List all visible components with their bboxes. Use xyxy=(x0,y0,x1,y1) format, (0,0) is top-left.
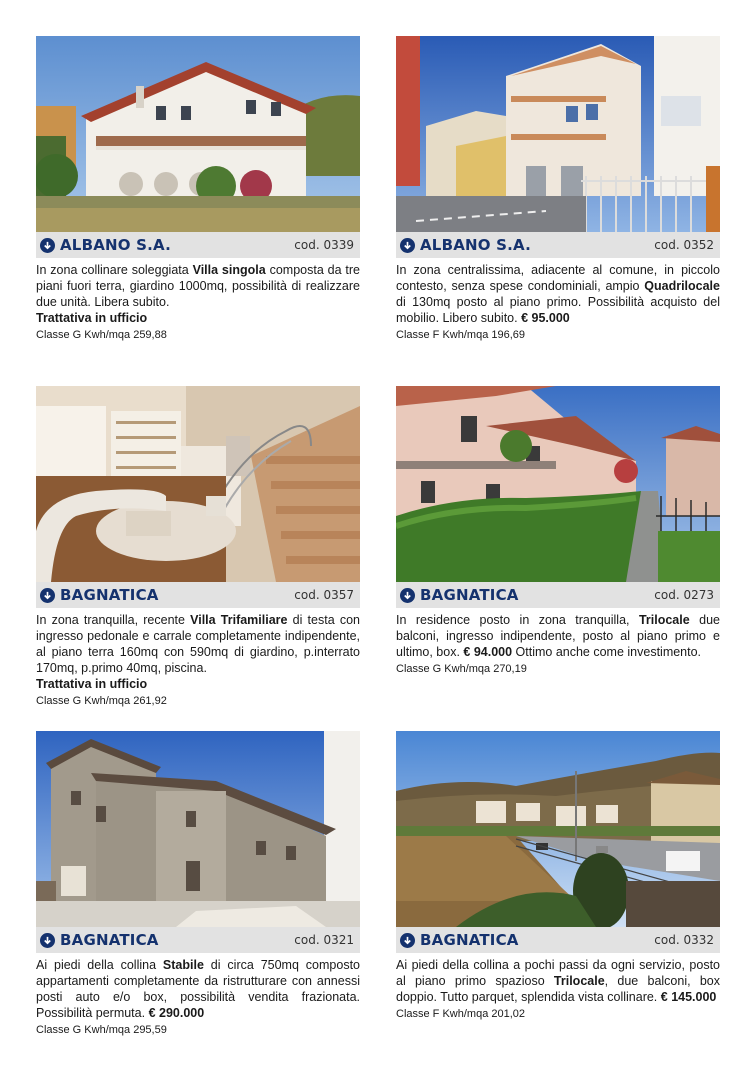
listing-description: In zona collinare soleggiata Villa singola composta da tre piani fuori terra, giardino 1000mq, possibilità di realizzare due unità. Libera subito. Trattativa in ufficio xyxy=(36,263,361,325)
listing-town: BAGNATICA xyxy=(420,586,519,604)
location-arrow-icon xyxy=(40,238,55,253)
listing-card[interactable] xyxy=(36,731,360,1036)
listing-code: cod. 0332 xyxy=(654,933,714,947)
listing-town: BAGNATICA xyxy=(60,586,159,604)
listing-photo xyxy=(396,36,720,232)
energy-class: Classe F Kwh/mqa 196,69 xyxy=(396,329,526,341)
listing-photo xyxy=(36,386,360,582)
listing-card[interactable] xyxy=(36,386,360,707)
listing-description: Ai piedi della collina Stabile di circa 750mq composto appartamenti completamente da ristrutturare con annessi posti auto e/o box, possibilità vendita frazionata. Possibilità permuta. € 290.000 xyxy=(36,958,360,1020)
energy-class: Classe G Kwh/mqa 261,92 xyxy=(36,695,167,707)
listing-description: In residence posto in zona tranquilla, Trilocale due balconi, ingresso indipendente, posto al piano primo e ultimo, box. € 94.000 Ottimo anche come investimento. xyxy=(396,613,720,659)
listing-town: BAGNATICA xyxy=(420,931,519,949)
listing-code: cod. 0273 xyxy=(654,588,714,602)
listing-header xyxy=(396,232,720,258)
listing-code: cod. 0357 xyxy=(294,588,354,602)
location-arrow-icon xyxy=(40,588,55,603)
listing-card[interactable] xyxy=(396,386,720,675)
listing-header xyxy=(36,927,360,953)
energy-class: Classe G Kwh/mqa 295,59 xyxy=(36,1024,167,1036)
listing-header xyxy=(396,927,720,953)
listing-header xyxy=(36,232,360,258)
location-arrow-icon xyxy=(400,588,415,603)
listing-card[interactable] xyxy=(36,36,360,341)
listing-photo xyxy=(396,731,720,927)
listing-town: ALBANO S.A. xyxy=(420,236,532,254)
listing-code: cod. 0352 xyxy=(654,238,714,252)
listing-description: In zona centralissima, adiacente al comune, in piccolo contesto, senza spese condominiali, ampio Quadrilocale di 130mq posto al piano primo. Possibilità acquisto del mobilio. Libero subito. € 95.000 xyxy=(396,263,720,325)
listing-card[interactable] xyxy=(396,36,720,341)
energy-class: Classe G Kwh/mqa 270,19 xyxy=(396,663,527,675)
location-arrow-icon xyxy=(400,238,415,253)
listing-card[interactable] xyxy=(396,731,720,1020)
listing-description: Ai piedi della collina a pochi passi da ogni servizio, posto al piano primo spazioso Trilocale, due balconi, box doppio. Tutto parquet, splendida vista collinare. € 145.000 xyxy=(396,958,720,1004)
listing-code: cod. 0321 xyxy=(294,933,354,947)
listing-header xyxy=(36,582,360,608)
energy-class: Classe G Kwh/mqa 259,88 xyxy=(36,329,167,341)
listing-town: BAGNATICA xyxy=(60,931,159,949)
listing-photo xyxy=(36,36,360,232)
listing-header xyxy=(396,582,720,608)
listing-town: ALBANO S.A. xyxy=(60,236,172,254)
location-arrow-icon xyxy=(400,933,415,948)
energy-class: Classe F Kwh/mqa 201,02 xyxy=(396,1008,526,1020)
location-arrow-icon xyxy=(40,933,55,948)
listing-photo xyxy=(396,386,720,582)
listing-code: cod. 0339 xyxy=(294,238,354,252)
listing-description: In zona tranquilla, recente Villa Trifamiliare di testa con ingresso pedonale e carrale completamente indipendente, al piano terra 160mq con 590mq di giardino, p.interrato 170mq, p.primo 40mq, piscina. Trattativa in ufficio xyxy=(36,613,360,691)
listing-photo xyxy=(36,731,360,927)
